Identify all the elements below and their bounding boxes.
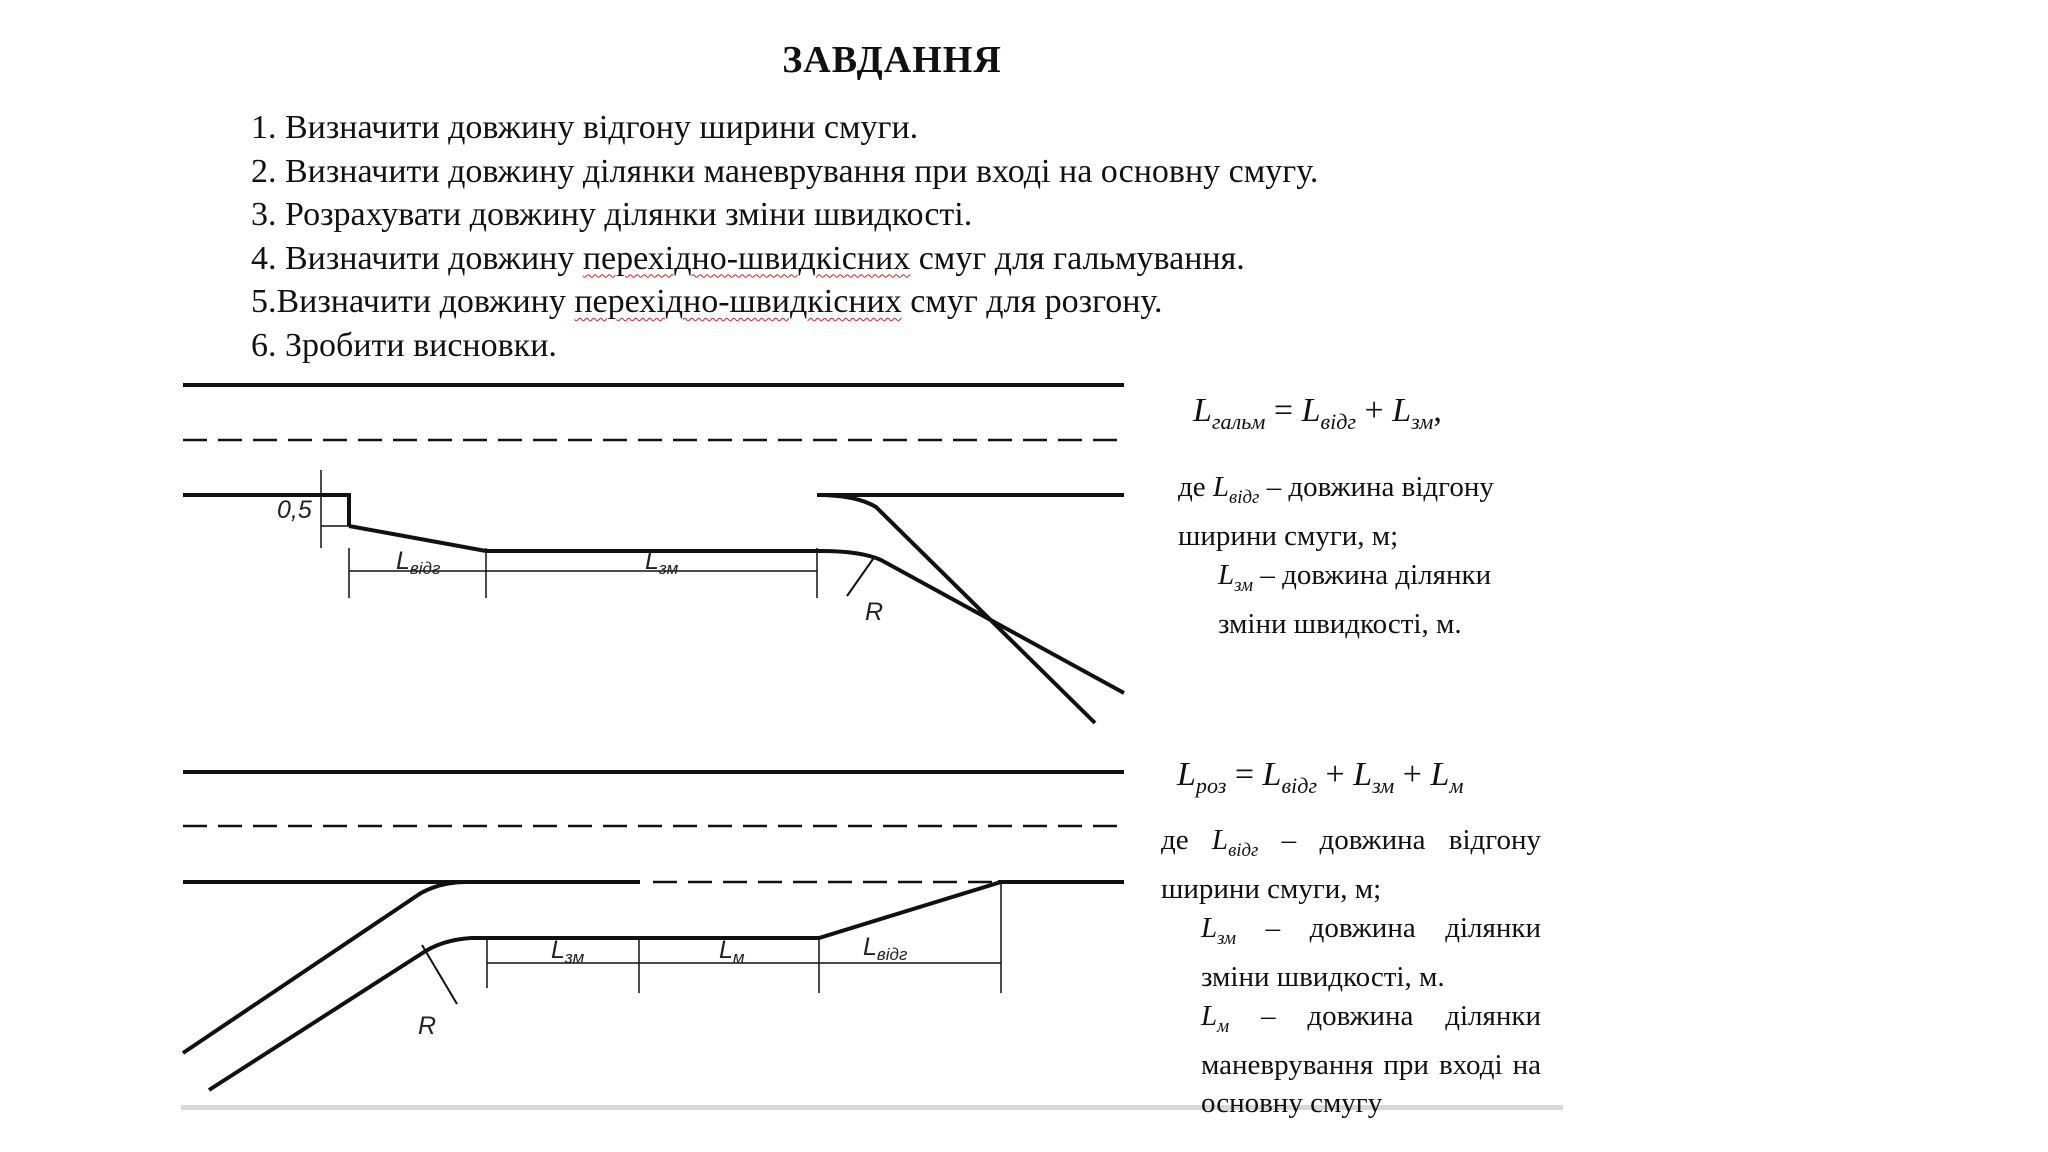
definition-braking <box>1178 468 1563 644</box>
radius-label: R <box>865 598 884 626</box>
l-zm-label: $L_{зм}$ <box>645 547 679 578</box>
task-item-1: 1. Визначити довжину відгону ширини смуги. <box>251 109 919 146</box>
radius-leader-2 <box>422 945 457 1004</box>
slide <box>181 18 1563 1120</box>
taper-edge <box>349 526 821 551</box>
def2-m: $L_м$ – довжина ділянки маневрування при вході на основну смугу <box>1201 999 1541 1120</box>
task-item-6: 6. Зробити висновки. <box>251 326 557 364</box>
definition-acceleration <box>1161 821 1541 1123</box>
entry-ramp-inner <box>209 938 501 1090</box>
diagram-acceleration-labels <box>418 933 907 1040</box>
task-item-3: 3. Розрахувати довжину ділянки зміни швидкості. <box>251 196 973 233</box>
task-item-5: 5.Визначити довжину перехідно-швидкісних смуг для розгону. <box>251 283 1163 320</box>
diagram-braking-labels <box>277 496 883 626</box>
def2-zm: $L_{зм}$ – довжина ділянки зміни швидкості, м. <box>1201 911 1541 994</box>
radius-leader <box>847 559 873 596</box>
formula-braking: $L_{гальм} = L_{відг} + L_{зм}$, <box>1193 392 1442 434</box>
def-zm: $L_{зм}$ – довжина ділянки зміни швидкості, м. <box>1218 558 1492 641</box>
formula-acceleration: $L_{роз} = L_{відг} + L_{зм} + L_м$ <box>1177 756 1464 798</box>
def2-vidg: де $L_{відг}$ – довжина відгону ширини смуги, м; <box>1161 824 1541 906</box>
diagram-acceleration <box>183 772 1124 1090</box>
entry-ramp-outer <box>183 882 494 1053</box>
page-title: ЗАВДАННЯ <box>782 39 1002 81</box>
l-vidg-label-2: $L_{відг}$ <box>863 933 908 964</box>
task-item-2: 2. Визначити довжину ділянки маневрування при вході на основну смугу. <box>251 152 1319 190</box>
l-vidg-label: $L_{відг}$ <box>396 547 441 578</box>
radius-label-2: R <box>418 1012 437 1040</box>
offset-label: 0,5 <box>277 496 312 524</box>
accel-lane-edge <box>501 882 1001 938</box>
l-zm-label-2: $L_{зм}$ <box>551 936 585 967</box>
task-item-4: 4. Визначити довжину перехідно-швидкісних смуг для гальмування. <box>251 239 1245 277</box>
exit-ramp-outer <box>817 495 1095 723</box>
def-vidg: де $L_{відг}$ – довжина відгону ширини смуги, м; <box>1178 471 1494 553</box>
l-m-label: $L_м$ <box>719 936 745 967</box>
road-edge-main <box>183 495 349 526</box>
